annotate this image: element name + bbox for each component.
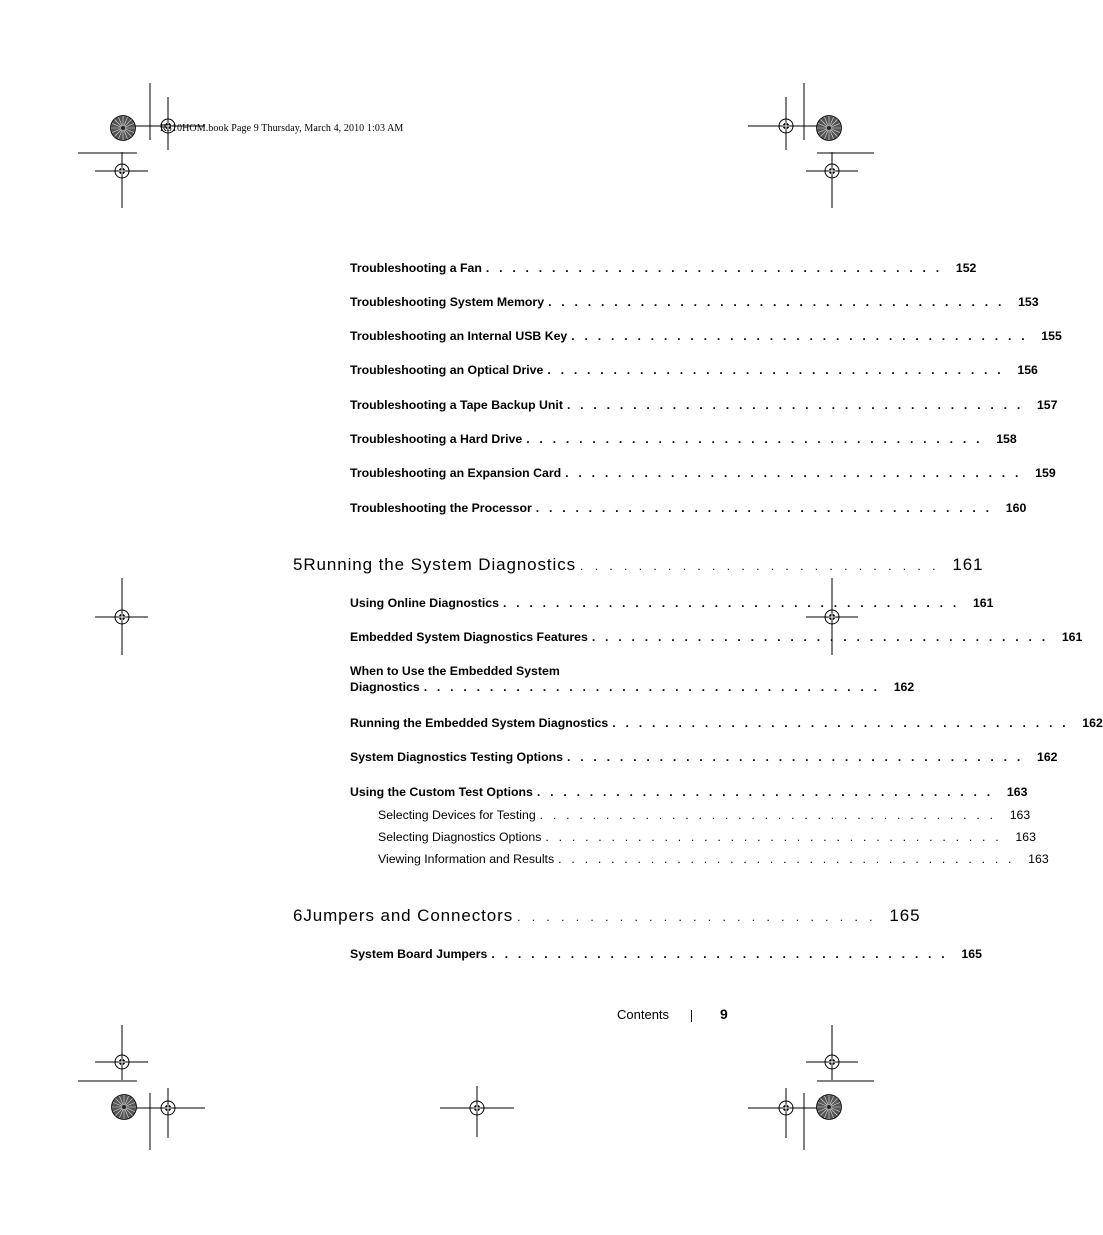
- dot-leader: . . . . . . . . . . . . . . . . . . . . . . . . . . . . . . . . . . .: [526, 432, 983, 446]
- toc-entry-label: Running the Embedded System Diagnostics: [350, 716, 609, 730]
- dot-leader: . . . . . . . . . . . . . . . . . . . . . . . . . . . . . . . . . . .: [566, 398, 1024, 412]
- toc-entry-label: Using the Custom Test Options: [350, 785, 533, 799]
- toc-entry-label: Troubleshooting an Internal USB Key: [350, 329, 568, 343]
- toc-entry[interactable]: [350, 750, 1058, 764]
- toc-entry-label: Troubleshooting a Tape Backup Unit: [350, 398, 563, 412]
- toc-entry-page: 161: [1061, 630, 1083, 644]
- dot-leader: . . . . . . . . . . . . . . . . . . . . . . . . . . . . . . . . . . .: [502, 596, 960, 610]
- toc-entry-page: 156: [1017, 363, 1038, 377]
- toc-entry[interactable]: [350, 295, 1039, 309]
- toc-entry[interactable]: [350, 466, 1056, 480]
- toc-entry-label: System Diagnostics Testing Options: [350, 750, 563, 764]
- toc-entry-label: Troubleshooting an Expansion Card: [350, 466, 562, 480]
- toc-entry-page: 152: [955, 261, 977, 275]
- toc-subentry-label: Selecting Devices for Testing: [378, 808, 536, 822]
- toc-entry-page: 162: [893, 680, 915, 694]
- dot-leader: . . . . . . . . . . . . . . . . . . . . . . . . . . . . . . . . . . .: [571, 329, 1028, 343]
- dot-leader: . . . . . . . . . . . . . . . . . . . . . . . . . . . . . . . . . . .: [558, 852, 1015, 866]
- footer-section-label: Contents: [617, 1007, 670, 1022]
- toc-subentry[interactable]: [378, 852, 1049, 866]
- chapter-heading-5[interactable]: [293, 555, 984, 575]
- toc-subentry[interactable]: [378, 830, 1036, 844]
- toc-entry[interactable]: [350, 501, 1027, 515]
- dot-leader: . . . . . . . . . . . . . . . . . . . . . . . . . . . . . . . . . . .: [536, 785, 994, 799]
- toc-entry[interactable]: [350, 947, 982, 961]
- toc-subentry[interactable]: [378, 808, 1031, 822]
- dot-leader: . . . . . . . . . . . . . . . . . . . . . . . . . . . . . . . . . . .: [565, 466, 1022, 480]
- toc-entry-label: System Board Jumpers: [350, 947, 488, 961]
- dot-leader: . . . . . . . . . . . . . . . . . . . . . . . . . . . . . . . . . . .: [548, 295, 1005, 309]
- dot-leader: . . . . . . . . . . . . . . . . . . . . . . . . . . . . . . . . . . .: [591, 630, 1049, 644]
- toc-entry[interactable]: [350, 716, 1103, 730]
- toc-entry-page: 158: [996, 432, 1017, 446]
- dot-leader: . . . . . . . . . . . . . . . . . . . . . . . . .: [580, 559, 940, 573]
- dot-leader: . . . . . . . . . . . . . . . . . . . . . . . . . . . . . . . . . . .: [612, 716, 1069, 730]
- toc-subentry-label: Viewing Information and Results: [378, 852, 555, 866]
- dot-leader: . . . . . . . . . . . . . . . . . . . . . . . . . . . . . . . . . . .: [423, 680, 881, 694]
- toc-subentry-label: Selecting Diagnostics Options: [378, 830, 542, 844]
- toc-entry[interactable]: [350, 596, 994, 610]
- dot-leader: . . . . . . . . . . . . . . . . . . . . . . . . . . . . . . . . . . .: [547, 363, 1004, 377]
- toc-subentry-page: 163: [1015, 830, 1036, 844]
- toc-entry-page: 155: [1041, 329, 1062, 343]
- toc-entry-label: Troubleshooting an Optical Drive: [350, 363, 544, 377]
- dot-leader: . . . . . . . . . . . . . . . . . . . . . . . . .: [517, 910, 877, 924]
- toc-entry-label: Troubleshooting the Processor: [350, 501, 532, 515]
- chapter-number: 5: [293, 555, 304, 574]
- toc-entry[interactable]: [350, 785, 1028, 799]
- footer-page-number: 9: [720, 1006, 728, 1022]
- toc-subentry-page: 163: [1028, 852, 1049, 866]
- print-header: R310HOM.book Page 9 Thursday, March 4, 2010 1:03 AM: [160, 123, 404, 134]
- toc-entry-label-line1: When to Use the Embedded System: [350, 664, 560, 678]
- toc-entry[interactable]: [350, 261, 977, 275]
- toc-entry[interactable]: [350, 432, 1017, 446]
- chapter-page: 165: [889, 906, 921, 925]
- toc-entry[interactable]: [350, 630, 1083, 644]
- toc-entry[interactable]: [350, 329, 1062, 343]
- chapter-title: Running the System Diagnostics: [303, 555, 577, 574]
- chapter-number: 6: [293, 906, 304, 925]
- dot-leader: . . . . . . . . . . . . . . . . . . . . . . . . . . . . . . . . . . .: [566, 750, 1024, 764]
- toc-entry-multiline[interactable]: [350, 664, 915, 694]
- dot-leader: . . . . . . . . . . . . . . . . . . . . . . . . . . . . . . . . . . .: [485, 261, 943, 275]
- chapter-page: 161: [952, 555, 984, 574]
- toc-entry-page: 153: [1018, 295, 1039, 309]
- toc-entry[interactable]: [350, 398, 1058, 412]
- toc-entry-label: Embedded System Diagnostics Features: [350, 630, 588, 644]
- toc-entry-page: 160: [1005, 501, 1027, 515]
- toc-entry-page: 163: [1006, 785, 1028, 799]
- toc-entry-page: 162: [1036, 750, 1058, 764]
- footer-divider: [691, 1010, 692, 1022]
- toc-entry-label: Troubleshooting a Fan: [350, 261, 482, 275]
- dot-leader: . . . . . . . . . . . . . . . . . . . . . . . . . . . . . . . . . . .: [545, 830, 1002, 844]
- chapter-heading-6[interactable]: [293, 906, 921, 926]
- chapter-title: Jumpers and Connectors: [303, 906, 514, 925]
- toc-entry-page: 165: [961, 947, 982, 961]
- toc-entry-page: 157: [1036, 398, 1058, 412]
- dot-leader: . . . . . . . . . . . . . . . . . . . . . . . . . . . . . . . . . . .: [539, 808, 997, 822]
- toc-entry[interactable]: [350, 363, 1038, 377]
- toc-entry-label-line2: Diagnostics: [350, 680, 420, 694]
- toc-entry-page: 159: [1035, 466, 1056, 480]
- toc-entry-label: Using Online Diagnostics: [350, 596, 499, 610]
- toc-entry-page: 161: [972, 596, 994, 610]
- toc-entry-page: 162: [1082, 716, 1103, 730]
- toc-subentry-page: 163: [1009, 808, 1031, 822]
- dot-leader: . . . . . . . . . . . . . . . . . . . . . . . . . . . . . . . . . . .: [491, 947, 948, 961]
- toc-entry-label: Troubleshooting a Hard Drive: [350, 432, 523, 446]
- dot-leader: . . . . . . . . . . . . . . . . . . . . . . . . . . . . . . . . . . .: [535, 501, 993, 515]
- toc-entry-label: Troubleshooting System Memory: [350, 295, 545, 309]
